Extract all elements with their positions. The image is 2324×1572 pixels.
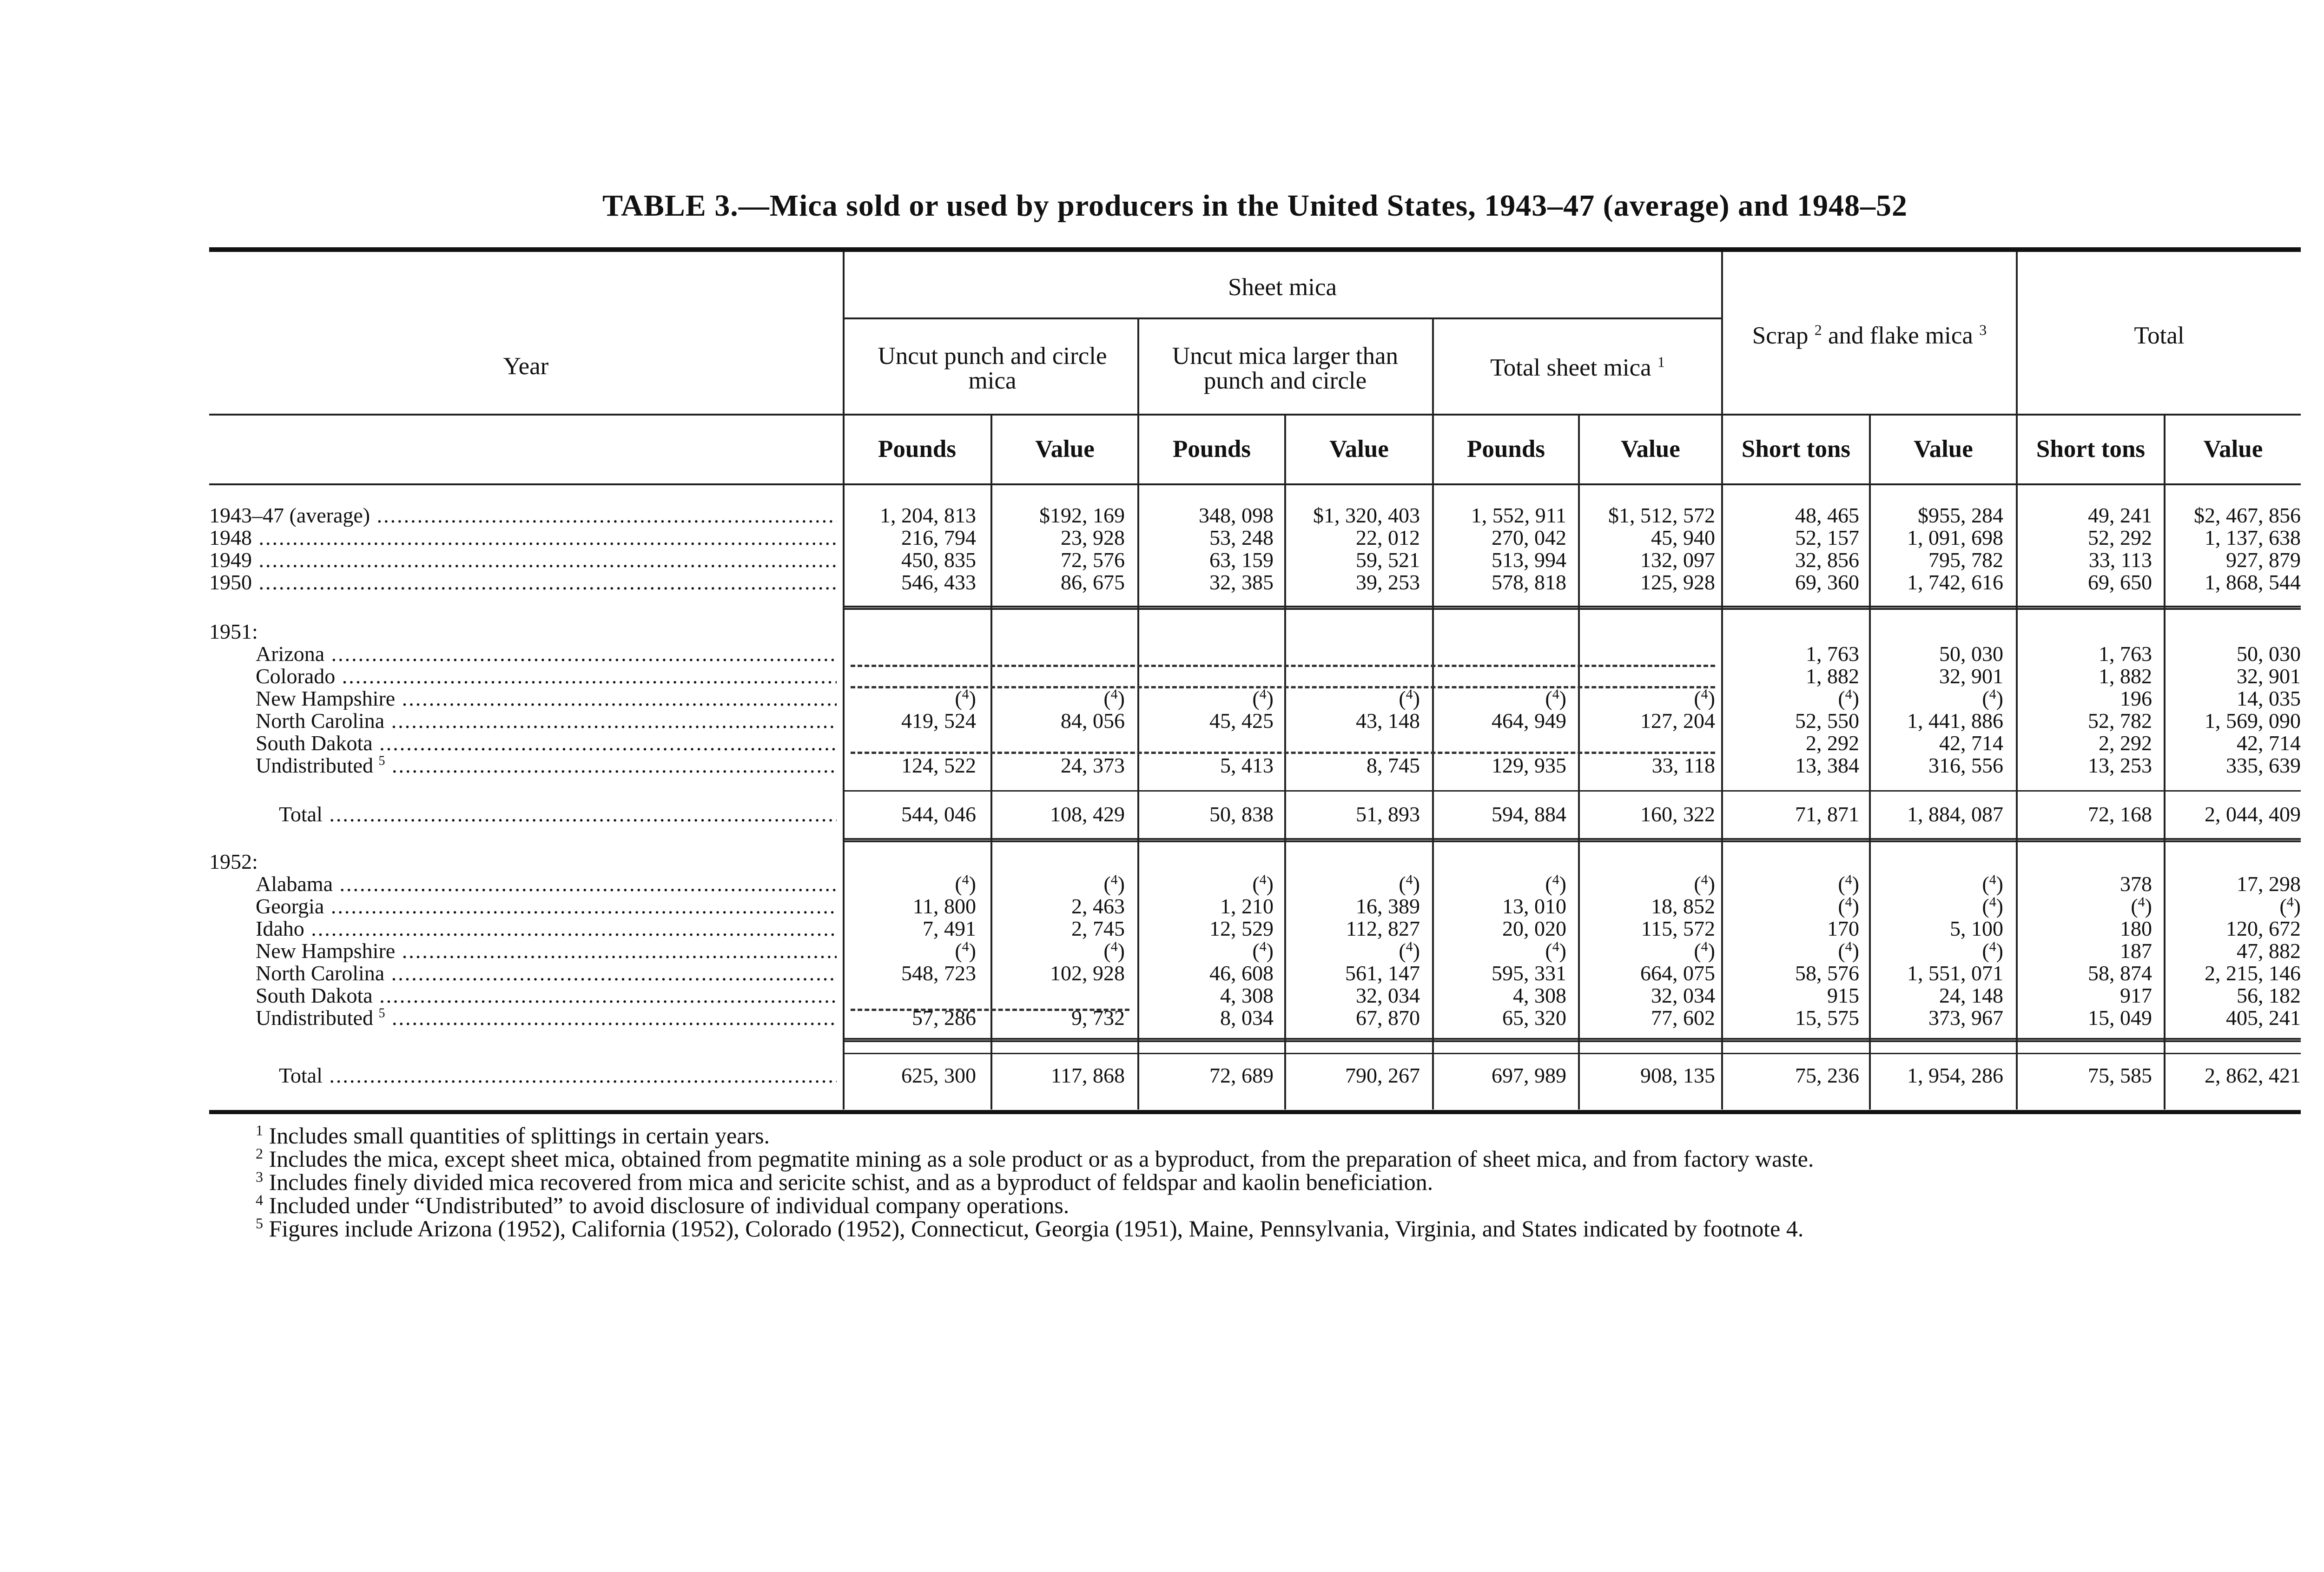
table-cell: 32, 901 (2237, 664, 2301, 688)
top-rule (209, 247, 2301, 252)
table-cell: 71, 871 (1795, 802, 1859, 826)
table-cell: 2, 292 (2099, 731, 2152, 755)
table-cell: ($^4$) (1103, 687, 1125, 710)
table-row (209, 549, 2301, 571)
table-cell: 84, 056 (1061, 709, 1125, 733)
table-cell: 1, 551, 071 (1907, 961, 2003, 985)
footnotes (256, 1124, 2254, 1240)
footnote: $^5$ Figures include Arizona (1952), California (1952), Colorado (1952), Connecticut, Georgia (1951), Maine, Pennsylvania, Virginia, and States indicated by footnote 4. (256, 1215, 1804, 1242)
row-label: Undistributed $^5$ ..... (256, 754, 837, 777)
table-cell: ($^4$) (1982, 894, 2003, 918)
table-cell: 45, 425 (1209, 709, 1274, 733)
table-cell: $1, 512, 572 (1608, 503, 1715, 527)
year-heading: 1952: (209, 851, 258, 873)
table-cell: ($^4$) (1399, 687, 1420, 710)
table-cell: 1, 210 (1220, 894, 1274, 918)
table-cell: ($^4$) (955, 687, 976, 710)
table-cell: 46, 608 (1209, 961, 1274, 985)
subheader-value: Value (1914, 436, 1973, 462)
table-row (209, 962, 2301, 984)
row-label: Total ..... (279, 1064, 837, 1087)
table-cell: 216, 794 (901, 526, 976, 549)
header-total: Total (2134, 322, 2185, 349)
table-row (209, 1064, 2301, 1087)
table-cell: 125, 928 (1640, 570, 1715, 594)
table-cell: 378 (2120, 872, 2152, 896)
table-cell: 32, 901 (1939, 664, 2003, 688)
table-cell: 405, 241 (2226, 1006, 2301, 1030)
table-cell: ($^4$) (1545, 939, 1566, 963)
table-cell: 595, 331 (1492, 961, 1566, 985)
table-cell: 548, 723 (901, 961, 976, 985)
row-label: North Carolina ..... (256, 710, 837, 732)
table-cell: 69, 650 (2088, 570, 2152, 594)
table-row (209, 665, 2301, 687)
row-label: North Carolina ..... (256, 962, 837, 984)
table-cell: 1, 882 (1806, 664, 1859, 688)
table-cell: 11, 800 (912, 894, 976, 918)
subheader-value: Value (1329, 436, 1389, 462)
table-row (209, 803, 2301, 826)
table-cell: 75, 585 (2088, 1063, 2152, 1087)
table-cell: 63, 159 (1209, 548, 1274, 572)
header-sheet-mica: Sheet mica (1228, 274, 1337, 301)
row-label: 1948 ..... (209, 527, 837, 549)
table-cell: 102, 928 (1050, 961, 1125, 985)
table-cell: 65, 320 (1502, 1006, 1566, 1030)
section-rule (844, 606, 2301, 610)
table-cell: 1, 954, 286 (1907, 1063, 2003, 1087)
table-cell: 47, 882 (2237, 939, 2301, 963)
table-cell: 124, 522 (901, 753, 976, 777)
table-cell: 1, 742, 616 (1907, 570, 2003, 594)
table-cell: 58, 576 (1795, 961, 1859, 985)
table-cell: $1, 320, 403 (1313, 503, 1420, 527)
table-cell: 4, 308 (1220, 984, 1274, 1007)
table-cell: ($^4$) (2279, 894, 2301, 918)
subheader-pounds: Pounds (1467, 436, 1545, 462)
bottom-rule (209, 1110, 2301, 1114)
table-cell: 1, 569, 090 (2205, 709, 2301, 733)
table-cell: 594, 884 (1492, 802, 1566, 826)
table-cell: 419, 524 (901, 709, 976, 733)
table-cell: 1, 882 (2099, 664, 2152, 688)
table-cell: 108, 429 (1050, 802, 1125, 826)
table-cell: 160, 322 (1640, 802, 1715, 826)
table-cell: 15, 575 (1795, 1006, 1859, 1030)
table-cell: ($^4$) (955, 939, 976, 963)
table-cell: 48, 465 (1795, 503, 1859, 527)
table-row (209, 643, 2301, 665)
table-cell: 42, 714 (1939, 731, 2003, 755)
row-label: Alabama ..... (256, 873, 837, 895)
table-cell: $955, 284 (1918, 503, 2003, 527)
table-cell: 790, 267 (1345, 1063, 1420, 1087)
table-cell: 12, 529 (1209, 917, 1274, 940)
table-cell: 20, 020 (1502, 917, 1566, 940)
table-cell: 1, 137, 638 (2205, 526, 2301, 549)
table-cell: 52, 292 (2088, 526, 2152, 549)
row-label: New Hampshire ..... (256, 687, 837, 710)
table-cell: 39, 253 (1356, 570, 1420, 594)
table-cell: 17, 298 (2237, 872, 2301, 896)
table-cell: 2, 292 (1806, 731, 1859, 755)
table-cell: 32, 385 (1209, 570, 1274, 594)
subheader-pounds: Pounds (1173, 436, 1251, 462)
table-row (209, 687, 2301, 710)
table-cell: ($^4$) (1838, 939, 1859, 963)
row-label: Colorado ..... (256, 665, 837, 687)
table-row (209, 527, 2301, 549)
table-cell: $2, 467, 856 (2194, 503, 2301, 527)
subheader-short-tons: Short tons (1741, 436, 1851, 462)
table-cell: 316, 556 (1928, 753, 2003, 777)
header-uncut-punch: Uncut punch and circle mica (878, 343, 1107, 394)
table-cell: 1, 552, 911 (1471, 503, 1566, 527)
table-cell: 464, 949 (1492, 709, 1566, 733)
table-cell: 1, 763 (1806, 642, 1859, 666)
table-cell: 50, 030 (2237, 642, 2301, 666)
table-cell: 49, 241 (2088, 503, 2152, 527)
table-cell: 24, 373 (1061, 753, 1125, 777)
row-label: 1949 ..... (209, 549, 837, 571)
header-total-sheet: Total sheet mica $^1$ (1490, 353, 1665, 381)
table-cell: 42, 714 (2237, 731, 2301, 755)
table-cell: 14, 035 (2237, 687, 2301, 710)
table-cell: ($^4$) (1545, 872, 1566, 896)
subheader-short-tons: Short tons (2036, 436, 2146, 462)
table-cell: 117, 868 (1050, 1063, 1125, 1087)
table-cell: 53, 248 (1209, 526, 1274, 549)
table-row (209, 1007, 2301, 1029)
table-cell: 24, 148 (1939, 984, 2003, 1007)
table-cell: 13, 253 (2088, 753, 2152, 777)
table-cell: 2, 215, 146 (2205, 961, 2301, 985)
table-cell: 5, 100 (1950, 917, 2003, 940)
table-cell: 513, 994 (1492, 548, 1566, 572)
table-cell: 77, 602 (1651, 1006, 1715, 1030)
table-cell: 170 (1827, 917, 1859, 940)
table-cell: 32, 034 (1651, 984, 1715, 1007)
table-cell: 13, 010 (1502, 894, 1566, 918)
header-scrap-flake: Scrap $^2$ and flake mica $^3$ (1752, 321, 1987, 349)
row-label: 1943–47 (average) ..... (209, 504, 837, 527)
table-cell: ($^4$) (1982, 687, 2003, 710)
table-cell: 127, 204 (1640, 709, 1715, 733)
table-cell: ($^4$) (1694, 939, 1715, 963)
footnote: $^4$ Included under “Undistributed” to avoid disclosure of individual company operations. (256, 1191, 1070, 1218)
table-cell: 544, 046 (901, 802, 976, 826)
table-cell: 1, 884, 087 (1907, 802, 2003, 826)
table-cell: ($^4$) (1694, 872, 1715, 896)
table-cell: 57, 286 (912, 1006, 976, 1030)
table-cell: 23, 928 (1061, 526, 1125, 549)
row-label: 1950 ..... (209, 571, 837, 594)
table-cell: ($^4$) (1252, 872, 1274, 896)
table-cell: ($^4$) (1545, 687, 1566, 710)
subheader-value: Value (1621, 436, 1680, 462)
table-row (209, 571, 2301, 594)
table-cell: 45, 940 (1651, 526, 1715, 549)
table-cell: ($^4$) (1982, 939, 2003, 963)
table-row (209, 710, 2301, 732)
table-cell: 180 (2120, 917, 2152, 940)
row-label: New Hampshire ..... (256, 940, 837, 962)
table-cell: 927, 879 (2226, 548, 2301, 572)
footnote: $^1$ Includes small quantities of splittings in certain years. (256, 1122, 770, 1149)
table-cell: 1, 091, 698 (1907, 526, 2003, 549)
table-cell: 43, 148 (1356, 709, 1420, 733)
table-cell: ($^4$) (1399, 872, 1420, 896)
table-cell: 33, 118 (1651, 753, 1715, 777)
table-cell: 561, 147 (1345, 961, 1420, 985)
table-cell: 86, 675 (1061, 570, 1125, 594)
table-cell: 33, 113 (2088, 548, 2152, 572)
table-cell: 50, 838 (1209, 802, 1274, 826)
table-cell: 187 (2120, 939, 2152, 963)
table-cell: 112, 827 (1346, 917, 1420, 940)
table-cell: 348, 098 (1199, 503, 1274, 527)
table-cell: 120, 672 (2226, 917, 2301, 940)
table-cell: 7, 491 (923, 917, 976, 940)
row-label: Idaho ..... (256, 918, 837, 940)
table-cell: 8, 034 (1220, 1006, 1274, 1030)
table-cell: ($^4$) (1838, 687, 1859, 710)
table-cell: ($^4$) (1252, 687, 1274, 710)
table-cell: ($^4$) (1838, 872, 1859, 896)
table-cell: 15, 049 (2088, 1006, 2152, 1030)
table-cell: 2, 745 (1071, 917, 1125, 940)
row-label: South Dakota ..... (256, 984, 837, 1007)
header-uncut-larger: Uncut mica larger than punch and circle (1172, 343, 1399, 394)
table-cell: 196 (2120, 687, 2152, 710)
table-row (209, 895, 2301, 918)
table-cell: ($^4$) (1399, 939, 1420, 963)
table-cell: 72, 168 (2088, 802, 2152, 826)
table-cell: 56, 182 (2237, 984, 2301, 1007)
table-cell: 908, 135 (1640, 1063, 1715, 1087)
table-cell: 546, 433 (901, 570, 976, 594)
table-cell: 8, 745 (1367, 753, 1420, 777)
table-cell: 2, 463 (1071, 894, 1125, 918)
table-cell: 625, 300 (901, 1063, 976, 1087)
table-cell: 9, 732 (1071, 1006, 1125, 1030)
table-cell: 915 (1827, 984, 1859, 1007)
table-cell: 1, 441, 886 (1907, 709, 2003, 733)
table-cell: 697, 989 (1492, 1063, 1566, 1087)
table-cell: 1, 763 (2099, 642, 2152, 666)
table-cell: 16, 389 (1356, 894, 1420, 918)
table-cell: 59, 521 (1356, 548, 1420, 572)
row-label: Total ..... (279, 803, 837, 826)
table-cell: 917 (2120, 984, 2152, 1007)
table-cell: 4, 308 (1513, 984, 1566, 1007)
table-cell: 115, 572 (1641, 917, 1715, 940)
table-cell: 2, 862, 421 (2205, 1063, 2301, 1087)
subheader-pounds: Pounds (878, 436, 956, 462)
table-cell: 67, 870 (1356, 1006, 1420, 1030)
table-cell: 22, 012 (1356, 526, 1420, 549)
row-label: Georgia ..... (256, 895, 837, 918)
table-cell: ($^4$) (1694, 687, 1715, 710)
row-label: Undistributed $^5$ ..... (256, 1007, 837, 1029)
table-row (209, 732, 2301, 754)
table-title: TABLE 3.—Mica sold or used by producers in the United States, 1943–47 (average) and 1948–52 (602, 189, 1908, 223)
table-cell: 18, 852 (1651, 894, 1715, 918)
table-cell: 373, 967 (1928, 1006, 2003, 1030)
subheader-value: Value (1035, 436, 1095, 462)
table-cell: ($^4$) (1103, 939, 1125, 963)
row-label: Arizona ..... (256, 643, 837, 665)
table-cell: 52, 782 (2088, 709, 2152, 733)
table-cell: ($^4$) (1103, 872, 1125, 896)
table-cell: 13, 384 (1795, 753, 1859, 777)
table-row (209, 984, 2301, 1007)
table-cell: ($^4$) (1838, 894, 1859, 918)
table-cell: 335, 639 (2226, 753, 2301, 777)
table-cell: 52, 157 (1795, 526, 1859, 549)
table-row (209, 918, 2301, 940)
table-cell: 578, 818 (1492, 570, 1566, 594)
table-cell: ($^4$) (1252, 939, 1274, 963)
footnote: $^2$ Includes the mica, except sheet mica, obtained from pegmatite mining as a sole product or as a byproduct, from the preparation of sheet mica, and from factory waste. (256, 1145, 1814, 1172)
table-cell: 129, 935 (1492, 753, 1566, 777)
table-cell: 58, 874 (2088, 961, 2152, 985)
table-cell: 32, 856 (1795, 548, 1859, 572)
section-rule (844, 1038, 2301, 1042)
row-label: South Dakota ..... (256, 732, 837, 754)
table-cell: ($^4$) (955, 872, 976, 896)
table-cell: 50, 030 (1939, 642, 2003, 666)
table-cell: 132, 097 (1640, 548, 1715, 572)
table-cell: $192, 169 (1039, 503, 1125, 527)
table-cell: 72, 689 (1209, 1063, 1274, 1087)
subheader-value: Value (2203, 436, 2263, 462)
table-row (209, 504, 2301, 527)
table-cell: 72, 576 (1061, 548, 1125, 572)
table-cell: 450, 835 (901, 548, 976, 572)
table-cell: 1, 868, 544 (2205, 570, 2301, 594)
table-cell: 2, 044, 409 (2205, 802, 2301, 826)
table-row (209, 873, 2301, 895)
table-cell: 32, 034 (1356, 984, 1420, 1007)
header-year: Year (503, 353, 549, 380)
table-cell: ($^4$) (1982, 872, 2003, 896)
table-cell: 52, 550 (1795, 709, 1859, 733)
table-cell: 795, 782 (1928, 548, 2003, 572)
section-rule (844, 838, 2301, 842)
table-cell: 51, 893 (1356, 802, 1420, 826)
table-cell: 664, 075 (1640, 961, 1715, 985)
table-cell: 75, 236 (1795, 1063, 1859, 1087)
table-row (209, 940, 2301, 962)
table-cell: 69, 360 (1795, 570, 1859, 594)
table-cell: 5, 413 (1220, 753, 1274, 777)
table-cell: ($^4$) (2131, 894, 2152, 918)
footnote: $^3$ Includes finely divided mica recovered from mica and sericite schist, and as a byproduct of feldspar and kaolin beneficiation. (256, 1168, 1433, 1195)
year-heading: 1951: (209, 621, 258, 643)
table-cell: 1, 204, 813 (880, 503, 976, 527)
table-row (209, 754, 2301, 777)
table-cell: 270, 042 (1492, 526, 1566, 549)
